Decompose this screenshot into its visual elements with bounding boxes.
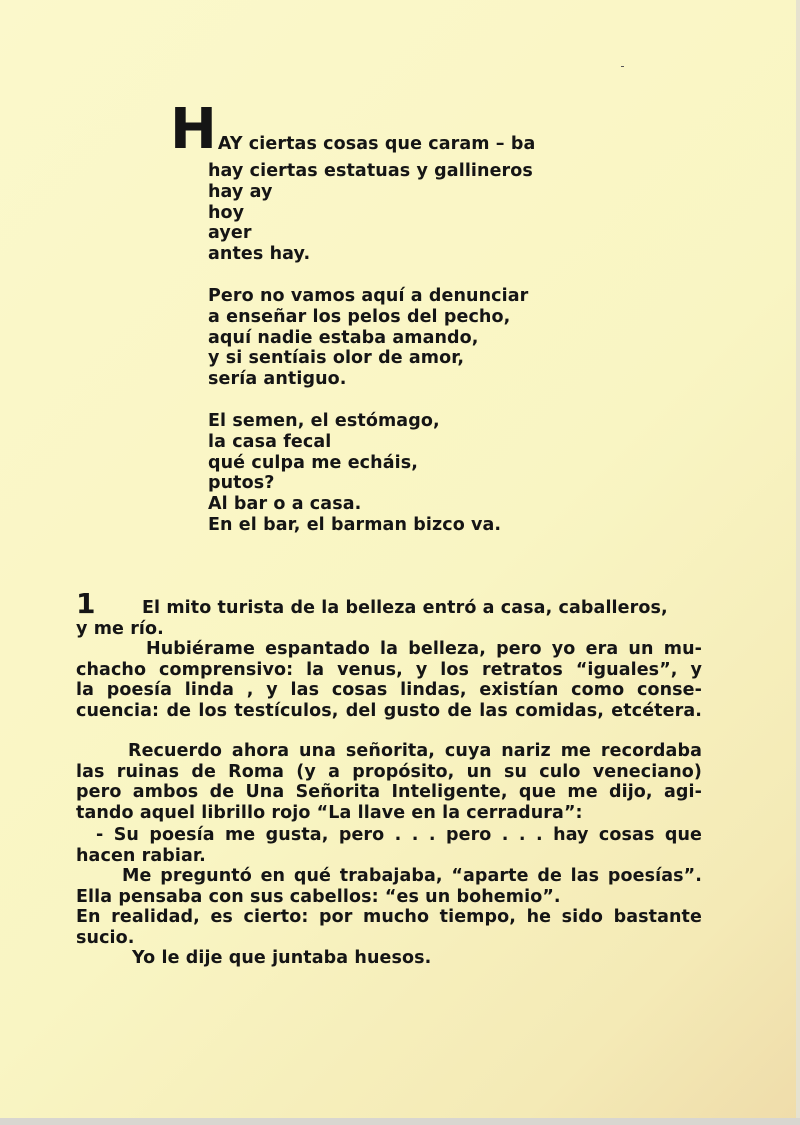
prose-line: cuencia: de los testículos, del gusto de las comidas, etcétera.	[76, 700, 702, 721]
poem-stanza-2	[208, 286, 535, 390]
prose-line: la poesía linda , y las cosas lindas, existían como conse-	[76, 680, 702, 700]
prose-line: Me preguntó en qué trabajaba, “aparte de las poesías”.	[122, 866, 702, 886]
prose-paragraph-5	[76, 866, 702, 948]
poem-line: antes hay.	[208, 244, 311, 265]
prose-line: hacen rabiar.	[76, 845, 206, 866]
prose-line: chacho comprensivo: la venus, y los retratos “iguales”, y	[76, 659, 702, 680]
poem-line: aquí nadie estaba amando,	[208, 327, 479, 348]
prose-line: En realidad, es cierto: por mucho tiempo, he sido bastante	[76, 907, 702, 927]
prose-line: las ruinas de Roma (y a propósito, un su culo veneciano)	[76, 761, 702, 782]
prose-paragraph-1	[76, 587, 702, 639]
prose-paragraph-2	[76, 639, 702, 721]
poem-line: hay ay	[208, 181, 273, 202]
poem-line: sería antiguo.	[208, 369, 347, 390]
paper-speck	[621, 66, 624, 67]
prose-line	[76, 587, 702, 620]
poem-line: a enseñar los pelos del pecho,	[208, 306, 511, 327]
prose-line: pero ambos de Una Señorita Inteligente, que me dijo, agi-	[76, 782, 702, 802]
page-right-edge	[796, 0, 800, 1125]
prose-line: Yo le dije que juntaba huesos.	[132, 948, 432, 968]
prose-paragraph-4	[76, 825, 702, 866]
prose-line: tando aquel librillo rojo “La llave en la cerradura”:	[76, 802, 583, 823]
prose-line: Ella pensaba con sus cabellos: “es un bohemio”.	[76, 886, 561, 907]
prose-paragraph-6	[76, 948, 702, 969]
poem-line: Pero no vamos aquí a denunciar	[208, 285, 529, 306]
poem	[170, 97, 536, 536]
prose-line-text: El mito turista de la belleza entró a casa, caballeros,	[142, 598, 668, 618]
prose-line: Recuerdo ahora una señorita, cuya nariz me recordaba	[128, 741, 702, 761]
poem-line: hoy	[208, 202, 245, 223]
poem-first-line-text: AY ciertas cosas que caram – ba	[217, 134, 536, 154]
poem-line: y si sentíais olor de amor,	[208, 348, 465, 369]
drop-cap: H	[170, 97, 215, 162]
prose-line: Hubiérame espantado la belleza, pero yo era un mu-	[146, 639, 702, 659]
poem-line: hay ciertas estatuas y gallineros	[208, 161, 533, 181]
section-number: 1	[76, 587, 96, 620]
poem-line: En el bar, el barman bizco va.	[208, 514, 502, 535]
poem-line: Al bar o a casa.	[208, 494, 362, 515]
prose-line: - Su poesía me gusta, pero . . . pero . . . hay cosas que	[96, 825, 702, 845]
prose-line: y me río.	[76, 618, 164, 639]
poem-line: qué culpa me echáis,	[208, 452, 418, 473]
prose-line: sucio.	[76, 927, 135, 948]
poem-stanza-1	[208, 161, 535, 265]
poem-first-line	[170, 97, 536, 162]
poem-line: ayer	[208, 223, 252, 244]
poem-line: la casa fecal	[208, 431, 332, 452]
poem-stanza-3	[208, 411, 535, 536]
poem-line: putos?	[208, 473, 275, 494]
poem-line: El semen, el estómago,	[208, 410, 440, 431]
page-bottom-edge	[0, 1118, 800, 1125]
prose-paragraph-3	[76, 741, 702, 823]
